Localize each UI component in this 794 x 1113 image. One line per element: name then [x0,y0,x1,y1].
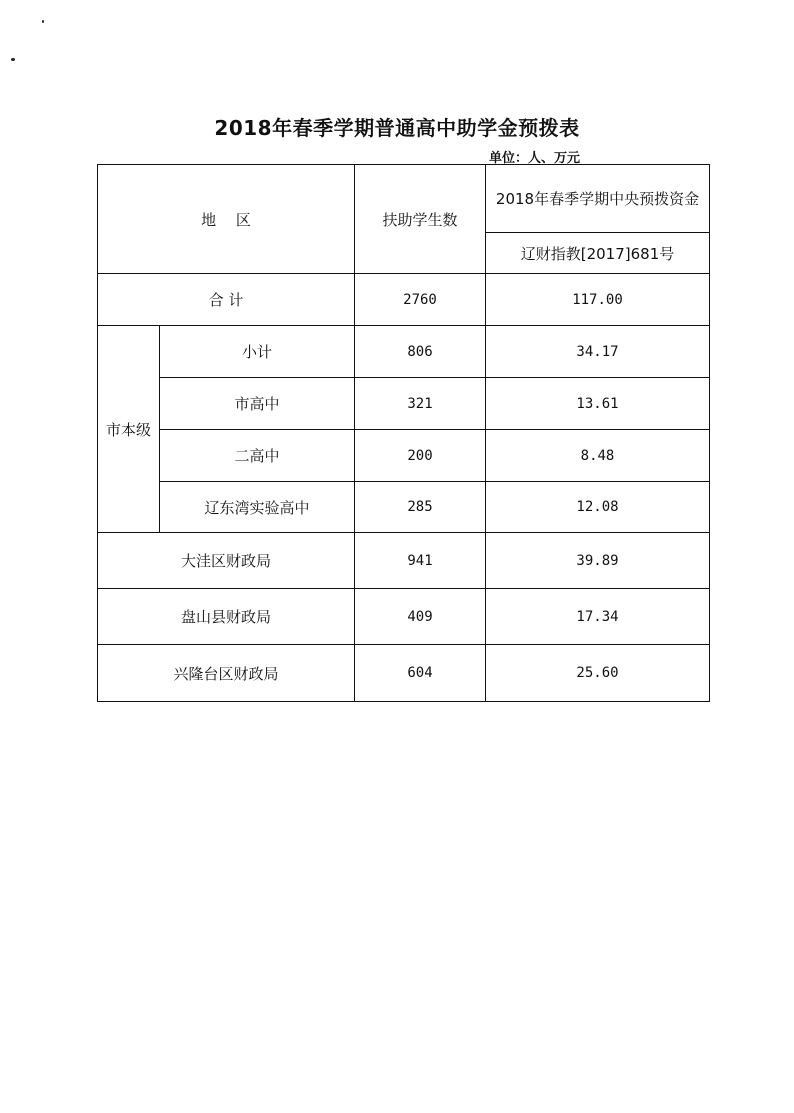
row-funds: 12.08 [486,482,710,533]
page-title: 2018年春季学期普通高中助学金预拨表 [214,116,580,140]
funds-header: 2018年春季学期中央预拨资金 [486,165,710,233]
row-funds: 8.48 [486,430,710,482]
row-funds: 13.61 [486,378,710,430]
total-label: 合 计 [98,274,355,326]
table-row [98,430,710,482]
scan-speck [11,58,15,61]
students-header: 扶助学生数 [355,165,486,274]
total-students: 2760 [355,274,486,326]
row-students: 200 [355,430,486,482]
district-students: 409 [355,589,486,645]
district-label: 盘山县财政局 [98,589,355,645]
table-row [98,533,710,589]
district-funds: 39.89 [486,533,710,589]
table-row [98,482,710,533]
row-label: 辽东湾实验高中 [160,482,355,533]
district-funds: 25.60 [486,645,710,702]
district-funds: 17.34 [486,589,710,645]
row-funds: 34.17 [486,326,710,378]
allocation-table [97,164,710,702]
district-label: 大洼区财政局 [98,533,355,589]
row-students: 285 [355,482,486,533]
district-students: 941 [355,533,486,589]
total-row [98,274,710,326]
scan-speck [42,20,44,23]
total-funds: 117.00 [486,274,710,326]
region-header: 地 区 [98,165,355,274]
table-row [98,589,710,645]
table-row [98,326,710,378]
district-students: 604 [355,645,486,702]
row-label: 二高中 [160,430,355,482]
doc-number-header: 辽财指教[2017]681号 [486,233,710,274]
city-level-label: 市本级 [98,326,160,533]
row-students: 321 [355,378,486,430]
unit-note: 单位：人、万元 [489,151,581,166]
row-students: 806 [355,326,486,378]
table-row [98,645,710,702]
row-label: 小计 [160,326,355,378]
table-row [98,378,710,430]
header-row [98,165,710,233]
district-label: 兴隆台区财政局 [98,645,355,702]
row-label: 市高中 [160,378,355,430]
